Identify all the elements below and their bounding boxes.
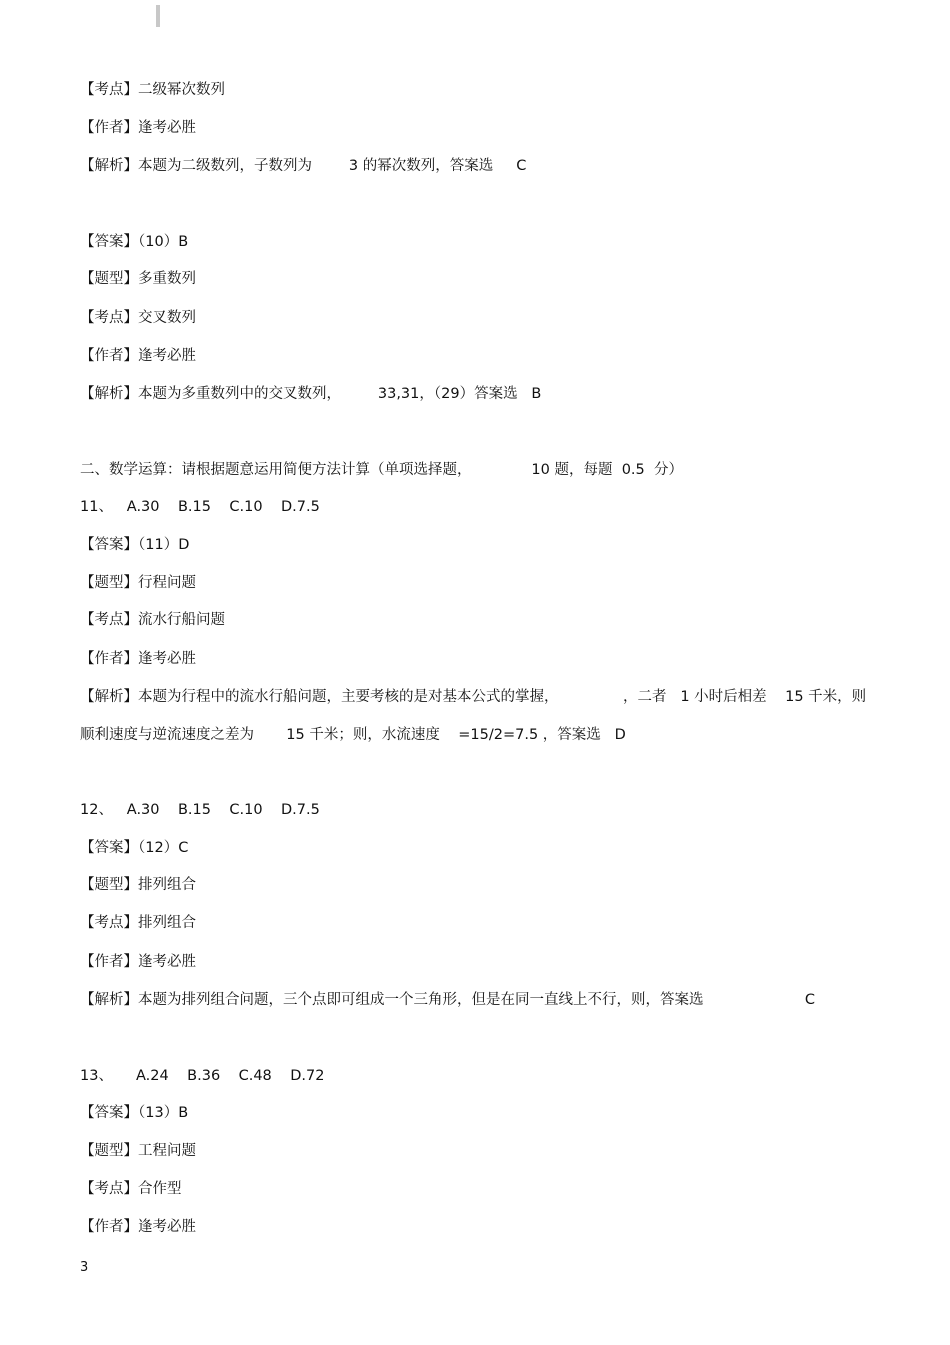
page-number: 3 <box>80 1260 89 1275</box>
line-jiexi-11: 【解析】本题为行程中的流水行船问题，主要考核的是对基本公式的掌握， ，二者 1 小时后相差 15 千米，则 <box>80 689 867 705</box>
line-tixing-11: 【题型】行程问题 <box>80 575 196 591</box>
line-jiexi-11-cont: 顺利速度与逆流速度之差为 15 千米；则，水流速度 =15/2=7.5 ，答案选 D <box>80 727 626 743</box>
line-kaodian-13: 【考点】合作型 <box>80 1181 182 1197</box>
line-zuozhe-10: 【作者】逢考必胜 <box>80 348 196 364</box>
line-daan-13: 【答案】（13）B <box>80 1105 189 1121</box>
line-daan-11: 【答案】（11）D <box>80 537 190 553</box>
question-11-options: 11、 A.30 B.15 C.10 D.7.5 <box>80 499 320 515</box>
line-daan-10: 【答案】（10）B <box>80 234 189 250</box>
question-13-options: 13、 A.24 B.36 C.48 D.72 <box>80 1068 325 1084</box>
scan-mark <box>156 5 160 27</box>
line-tixing-12: 【题型】排列组合 <box>80 877 196 893</box>
line-jiexi-10: 【解析】本题为多重数列中的交叉数列， 33,31，（29）答案选 B <box>80 386 542 402</box>
line-jiexi-9: 【解析】本题为二级数列，子数列为 3 的幂次数列，答案选 C <box>80 158 527 174</box>
line-daan-12: 【答案】（12）C <box>80 840 189 856</box>
line-tixing-10: 【题型】多重数列 <box>80 271 196 287</box>
question-12-options: 12、 A.30 B.15 C.10 D.7.5 <box>80 802 320 818</box>
line-zuozhe-11: 【作者】逢考必胜 <box>80 651 196 667</box>
line-zuozhe-13: 【作者】逢考必胜 <box>80 1219 196 1235</box>
line-tixing-13: 【题型】工程问题 <box>80 1143 196 1159</box>
line-jiexi-12: 【解析】本题为排列组合问题，三个点即可组成一个三角形，但是在同一直线上不行，则，答案选 C <box>80 992 816 1008</box>
line-kaodian-12: 【考点】排列组合 <box>80 915 196 931</box>
section-heading-math: 二、数学运算：请根据题意运用简便方法计算（单项选择题， 10 题，每题 0.5 分） <box>80 462 683 478</box>
line-kaodian-10: 【考点】交叉数列 <box>80 310 196 326</box>
line-kaodian-11: 【考点】流水行船问题 <box>80 612 225 628</box>
line-kaodian-1: 【考点】二级幂次数列 <box>80 82 225 98</box>
line-zuozhe-1: 【作者】逢考必胜 <box>80 120 196 136</box>
line-zuozhe-12: 【作者】逢考必胜 <box>80 954 196 970</box>
